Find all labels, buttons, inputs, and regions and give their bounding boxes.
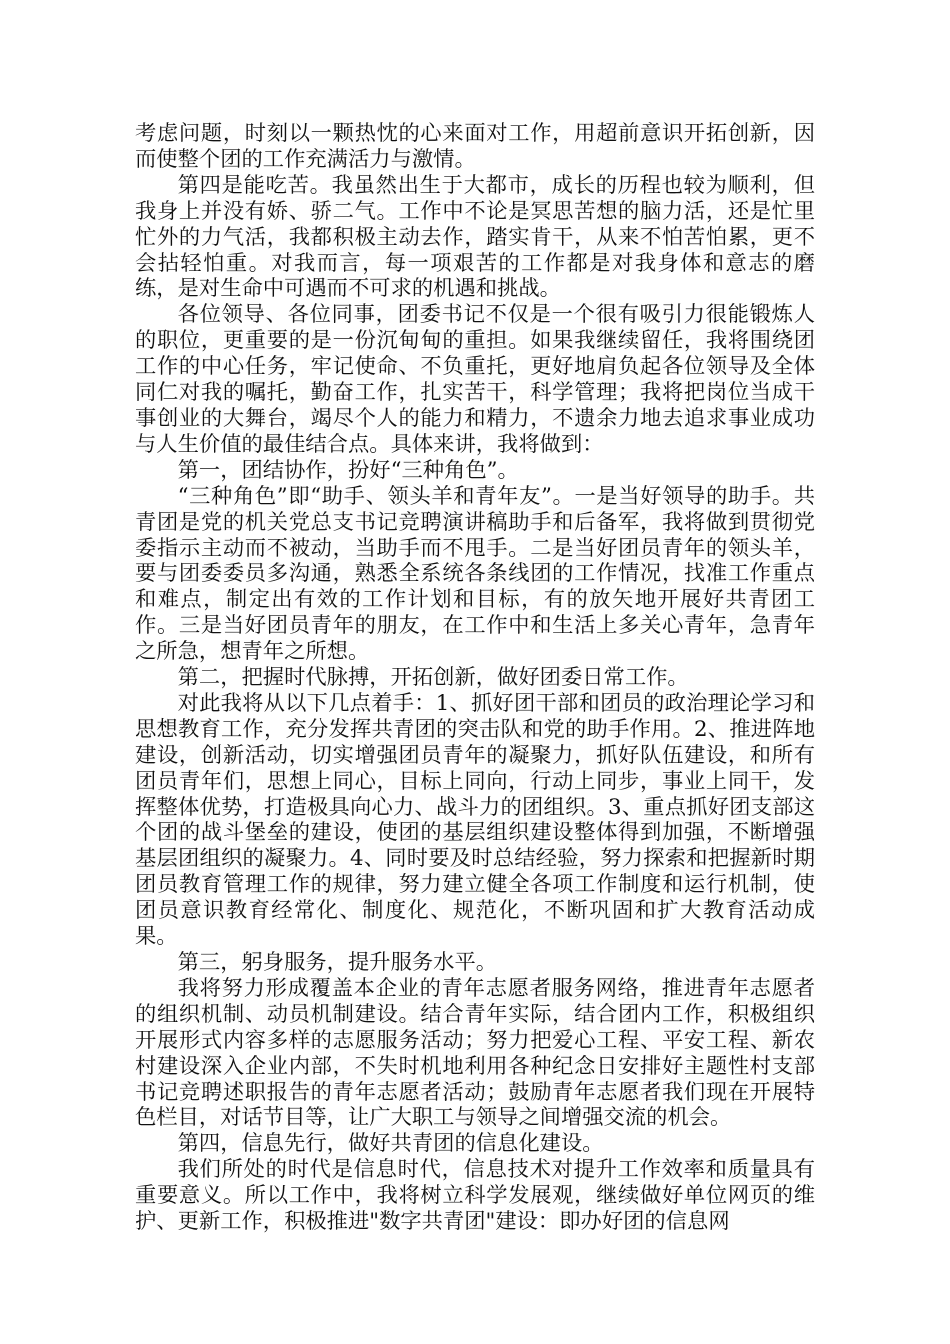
section-heading-first: 第一，团结协作，扮好“三种角色”。 [177, 457, 519, 483]
paragraph-continuation: 考虑问题，时刻以一颗热忱的心来面对工作，用超前意识开拓创新，因而使整个团的工作充满活力与激情。 [135, 121, 815, 172]
paragraph-volunteer-service: 我将努力形成覆盖本企业的青年志愿者服务网络，推进青年志愿者的组织机制、动员机制建设。结合青年实际，结合团内工作，积极组织开展形式内容多样的志愿服务活动；努力把爱心工程、平安工程、新农村建设深入企业内部，不失时机地利用各种纪念日安排好主题性村支部书记竞聘述职报告的青年志愿者活动；鼓励青年志愿者我们现在开展特色栏目，对话节目等，让广大职工与领导之间增强交流的机会。 [135, 975, 815, 1131]
paragraph-measures: 对此我将从以下几点着手：1、抓好团干部和团员的政治理论学习和思想教育工作，充分发挥共青团的突击队和党的助手作用。2、推进阵地建设，创新活动，切实增强团员青年的凝聚力，抓好队伍建设，和所有团员青年们，思想上同心，目标上同向，行动上同步，事业上同干，发挥整体优势，打造极具向心力、战斗力的团组织。3、重点抓好团支部这个团的战斗堡垒的建设，使团的基层组织建设整体得到加强，不断增强基层团组织的凝聚力。4、同时要及时总结经验，努力探索和把握新时期团员教育管理工作的规律，努力建立健全各项工作制度和运行机制，使团员意识教育经常化、制度化、规范化，不断巩固和扩大教育活动成果。 [135, 690, 815, 950]
section-heading-second: 第二，把握时代脉搏，开拓创新，做好团委日常工作。 [177, 665, 689, 691]
paragraph-fourth-hardworking: 第四是能吃苦。我虽然出生于大都市，成长的历程也较为顺利，但我身上并没有娇、骄二气。工作中不论是冥思苦想的脑力活，还是忙里忙外的力气活，我都积极主动去作，踏实肯干，从来不怕苦怕累，更不会拈轻怕重。对我而言，每一项艰苦的工作都是对我身体和意志的磨练，是对生命中可遇而不可求的机遇和挑战。 [135, 172, 815, 302]
paragraph-address-leaders: 各位领导、各位同事，团委书记不仅是一个很有吸引力很能锻炼人的职位，更重要的是一份沉甸甸的重担。如果我继续留任，我将围绕团工作的中心任务，牢记使命、不负重托，更好地肩负起各位领导及全体同仁对我的嘱托，勤奋工作，扎实苦干，科学管理；我将把岗位当成干事创业的大舞台，竭尽个人的能力和精力，不遗余力地去追求事业成功与人生价值的最佳结合点。具体来讲，我将做到： [135, 302, 815, 457]
section-heading-fourth: 第四，信息先行，做好共青团的信息化建设。 [177, 1131, 604, 1157]
paragraph-three-roles: “三种角色”即“助手、领头羊和青年友”。一是当好领导的助手。共青团是党的机关党总支书记竞聘演讲稿助手和后备军，我将做到贯彻党委指示主动而不被动，当助手而不甩手。二是当好团员青年的领头羊，要与团委委员多沟通，熟悉全系统各条线团的工作情况，找准工作重点和难点，制定出有效的工作计划和目标，有的放矢地开展好共青团工作。三是当好团员青年的朋友，在工作中和生活上多关心青年，急青年之所急，想青年之所想。 [135, 483, 815, 665]
paragraph-information-age: 我们所处的时代是信息时代，信息技术对提升工作效率和质量具有重要意义。所以工作中，我将树立科学发展观，继续做好单位网页的维护、更新工作，积极推进"数字共青团"建设：即办好团的信息网 [135, 1157, 815, 1235]
section-heading-third: 第三，躬身服务，提升服务水平。 [177, 950, 498, 975]
document-body [135, 121, 815, 1235]
